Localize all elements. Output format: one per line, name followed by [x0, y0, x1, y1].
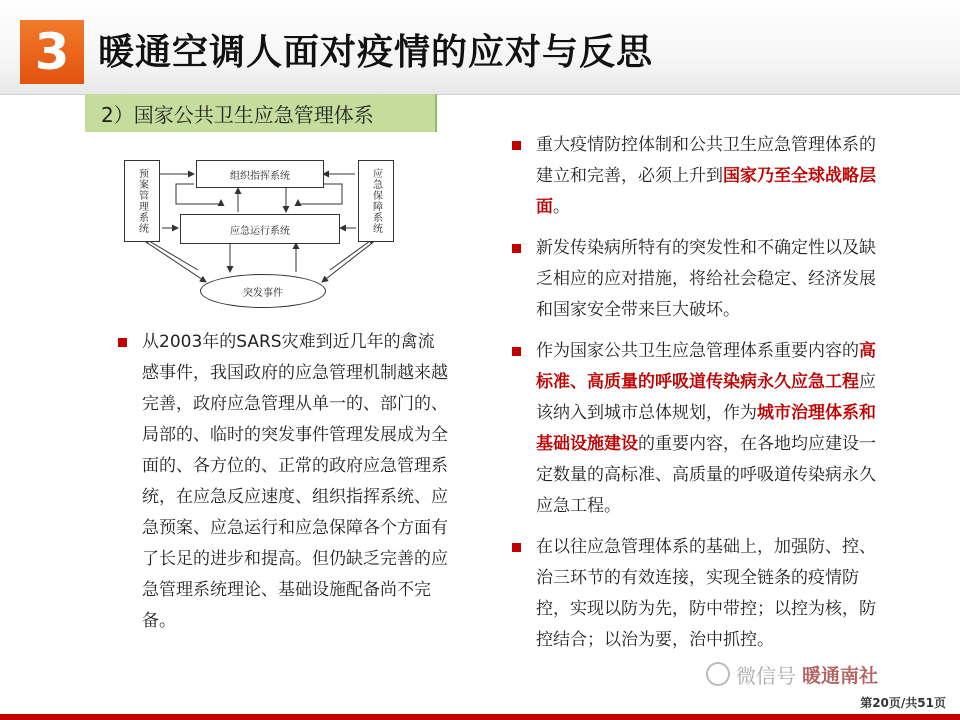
- emergency-support-box: [358, 160, 394, 242]
- bullet-square-icon: [512, 347, 521, 356]
- wechat-icon: [706, 662, 730, 686]
- subtitle-bar: [85, 94, 437, 132]
- emergency-event-ellipse: [200, 274, 326, 308]
- right-bullet-1: [512, 130, 892, 223]
- p1-text-b: 。: [553, 197, 570, 217]
- bullet-square-icon: [512, 543, 521, 552]
- header-bar: [0, 0, 960, 95]
- right-text-block: [512, 130, 892, 666]
- watermark-badge: 暖通南社: [802, 664, 879, 687]
- p3-highlight-1: 高标准、高质量的呼吸道传染病永久应急工程: [536, 341, 876, 392]
- page-number: 第20页/共51页: [860, 696, 946, 710]
- left-para-text: 从2003年的SARS灾难到近几年的禽流感事件，我国政府的应急管理机制越来越完善，政府应急管理从单一的、部门的、局部的、临时的突发事件管理发展成为全面的、各方位的、正常的政府应急管理系统，在应急反应速度、组织指挥系统、应急预案、应急运行和应急保障各个方面有了长足的进步和提高。但仍缺乏完善的应急管理系统理论、基础设施配备尚不完备。: [142, 332, 448, 631]
- wechat-watermark: [706, 660, 926, 688]
- plan-management-box: [124, 160, 160, 242]
- right-bullet-4: [512, 532, 892, 656]
- operation-system-label: 应急运行系统: [230, 225, 290, 237]
- p1-highlight: 国家乃至全球战略层面: [536, 166, 876, 217]
- management-system-diagram: [118, 150, 418, 320]
- section-number: 3: [20, 20, 84, 84]
- p3-highlight-2: 城市治理体系和基础设施建设: [536, 403, 876, 454]
- subtitle-text: 2）国家公共卫生应急管理体系: [101, 102, 374, 127]
- watermark-text: 微信号: [736, 663, 796, 688]
- right-bullet-3: [512, 336, 892, 522]
- operation-system-box: [180, 214, 340, 244]
- p1-text-a: 重大疫情防控体制和公共卫生应急管理体系的建立和完善，必须上升到: [536, 135, 876, 186]
- bottom-accent-bar: [0, 714, 960, 720]
- bullet-square-icon: [512, 244, 521, 253]
- bullet-square-icon: [512, 141, 521, 150]
- emergency-event-label: 突发事件: [243, 287, 283, 299]
- p3-text-c: 的重要内容，在各地均应建设一定数量的高标准、高质量的呼吸道传染病永久应急工程。: [536, 434, 876, 516]
- command-system-label: 组织指挥系统: [230, 170, 290, 182]
- plan-management-label: 预案管理系统: [136, 168, 148, 234]
- left-bullet-paragraph: [118, 327, 448, 637]
- p3-text-b: 应该纳入到城市总体规划，作为: [536, 372, 876, 423]
- p2-text: 新发传染病所特有的突发性和不确定性以及缺乏相应的应对措施，将给社会稳定、经济发展和国家安全带来巨大破坏。: [536, 238, 876, 320]
- page-title: 暖通空调人面对疫情的应对与反思: [98, 32, 654, 73]
- left-text-block: [118, 327, 448, 637]
- command-system-box: [196, 160, 324, 188]
- bullet-square-icon: [118, 338, 127, 347]
- p4-text: 在以往应急管理体系的基础上，加强防、控、治三环节的有效连接，实现全链条的疫情防控，实现以防为先，防中带控；以控为核，防控结合；以治为要，治中抓控。: [536, 537, 876, 650]
- p3-text-a: 作为国家公共卫生应急管理体系重要内容的: [536, 341, 859, 361]
- right-bullet-2: [512, 233, 892, 326]
- emergency-support-label: 应急保障系统: [370, 168, 382, 234]
